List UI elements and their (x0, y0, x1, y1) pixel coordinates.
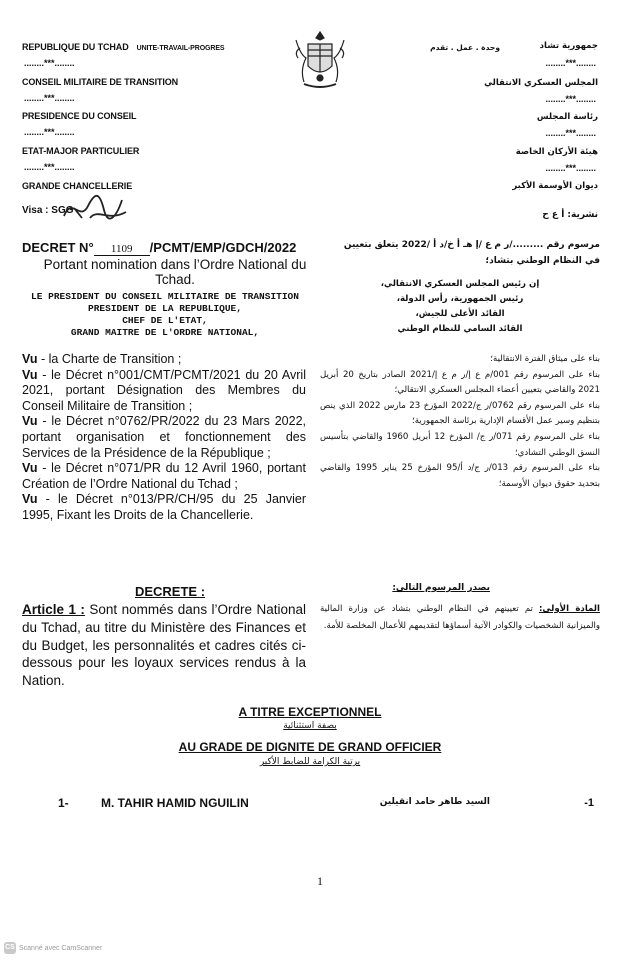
nominee-number: 1- (58, 796, 69, 810)
header-council-ar: المجلس العسكري الانتقالي (484, 78, 598, 88)
vu-item: Vu - le Décret n°001/CMT/PCMT/2021 du 20 Avril 2021, portant Désignation des Membres du Conseil Militaire de Transition ; (22, 367, 306, 413)
header-council: CONSEIL MILITAIRE DE TRANSITION (22, 77, 179, 87)
vu-item: Vu - la Charte de Transition ; (22, 352, 182, 366)
vu-item: Vu - le Décret n°013/PR/CH/95 du 25 Janvier 1995, Fixant les Droits de la Chancellerie. (22, 492, 306, 522)
grade-title-ar: برتبة الكرامة للضابط الأكبر (259, 757, 361, 767)
decree-number: 1109 (94, 243, 150, 256)
nominee-number-ar: -1 (584, 797, 594, 809)
arabic-president-title: إن رئيس المجلس العسكري الانتقالي، رئيس الجمهورية، رأس الدولة، القائد الأعلى للجيش، القائد السامي للنظام الوطني (380, 279, 540, 334)
separator-stars: ........***........ (24, 93, 75, 103)
decree-title: DECRET N° 1109 /PCMT/EMP/GDCH/2022 (22, 240, 297, 255)
arabic-vu-list: بناء على ميثاق الفترة الانتقالية؛ بناء على المرسوم رقم 001/م ع إ/ر م ع إ/2021 الصادر بتاريخ 20 أبريل 2021 والقاضي بتعيين أعضاء المجلس العسكري الانتقالي؛ بناء على المرسوم رقم 0762/ر ج/2022 المؤرخ 23 مارس 2022 الذي ينص بتنظيم وسير عمل الأقسام الإدارية برئاسة الجمهورية؛ بناء على المرسوم رقم 071/ر ج/ المؤرخ 12 أبريل 1960 والقاضي بتأسيس النسق الوطني التشادي؛ بناء على المرسوم رقم 013/ر ج/د أ/95 المؤرخ 25 يناير 1995 والقاضي بتحديد حقوق ديوان الأوسمة؛ (320, 354, 601, 489)
separator-stars: ........***........ (24, 162, 75, 172)
header-presidency: PRESIDENCE DU CONSEIL (22, 111, 137, 121)
separator-stars: ........***........ (545, 128, 596, 138)
coat-of-arms-icon (290, 28, 350, 92)
exceptional-title: A TITRE EXCEPTIONNEL (238, 705, 382, 719)
page-number: 1 (317, 874, 323, 888)
camscanner-icon: CS (4, 942, 16, 954)
arabic-article-1: المادة الأولى: تم تعيينهم في النظام الوطني بتشاد عن وزارة المالية والميزانية الشخصيات والكوادر الآتية أسماؤها لتقديمهم للأعمال المخلصة للأمة. (320, 604, 600, 631)
reference-ar: نشرية: أ ع ح (542, 210, 598, 220)
exceptional-title-ar: بصفة استثنائية (283, 721, 337, 731)
decrete-heading: DECRETE : (134, 584, 206, 599)
header-republic-ar: جمهورية تشاد (539, 41, 598, 51)
nominee-name-ar: السيد طاهر حامد انقيلين (379, 797, 490, 807)
vu-item: Vu - le Décret n°0762/PR/2022 du 23 Mars 2022, portant organisation et fonctionnement des Services de la Présidence de la République ; (22, 414, 306, 460)
separator-stars: ........***........ (24, 58, 75, 68)
header-republic: REPUBLIQUE DU TCHAD UNITE-TRAVAIL-PROGRES (22, 42, 225, 52)
arabic-issued-heading: يصدر المرسوم التالي: (392, 583, 490, 593)
president-title: LE PRESIDENT DU CONSEIL MILITAIRE DE TRANSITION PRESIDENT DE LA REPUBLIQUE, CHEF DE L'ETAT, GRAND MAITRE DE L'ORDRE NATIONAL, (31, 291, 299, 338)
vu-item: Vu - le Décret n°071/PR du 12 Avril 1960, portant Création de l’Ordre National du Tchad ; (22, 461, 306, 491)
header-chancellerie: GRANDE CHANCELLERIE (22, 181, 133, 191)
header-etat-major-ar: هيئة الأركان الخاصة (515, 147, 598, 157)
separator-stars: ........***........ (24, 127, 75, 137)
scanner-watermark: CS Scanné avec CamScanner (4, 942, 102, 954)
decree-subtitle: Portant nomination dans l’Ordre National du Tchad. (43, 257, 307, 287)
separator-stars: ........***........ (545, 163, 596, 173)
header-presidency-ar: رئاسة المجلس (536, 112, 598, 122)
header-chancellerie-ar: ديوان الأوسمة الأكبر (512, 181, 598, 191)
arabic-title: مرسوم رقم ........./ر م ع /إ هـ أ خ/د أ /2022 يتعلق بتعيين في النظام الوطني بتشاد؛ (343, 240, 600, 266)
visa-label: Visa : SGG (22, 205, 74, 216)
motto-ar: وحدة . عمل . تقدم (430, 43, 500, 52)
vu-list (22, 352, 306, 524)
signature-icon (60, 188, 130, 228)
nominee-name: M. TAHIR HAMID NGUILIN (101, 796, 249, 810)
separator-stars: ........***........ (545, 58, 596, 68)
header-etat-major: ETAT-MAJOR PARTICULIER (22, 146, 140, 156)
separator-stars: ........***........ (545, 94, 596, 104)
motto: UNITE-TRAVAIL-PROGRES (136, 45, 225, 52)
article-1: Article 1 : Sont nommés dans l’Ordre National du Tchad, au titre du Ministère des Finances et du Budget, les personnalités et cadres cités ci-dessous pour les loyaux services rendus à la Nation. (22, 602, 306, 689)
grade-title: AU GRADE DE DIGNITE DE GRAND OFFICIER (178, 740, 442, 754)
